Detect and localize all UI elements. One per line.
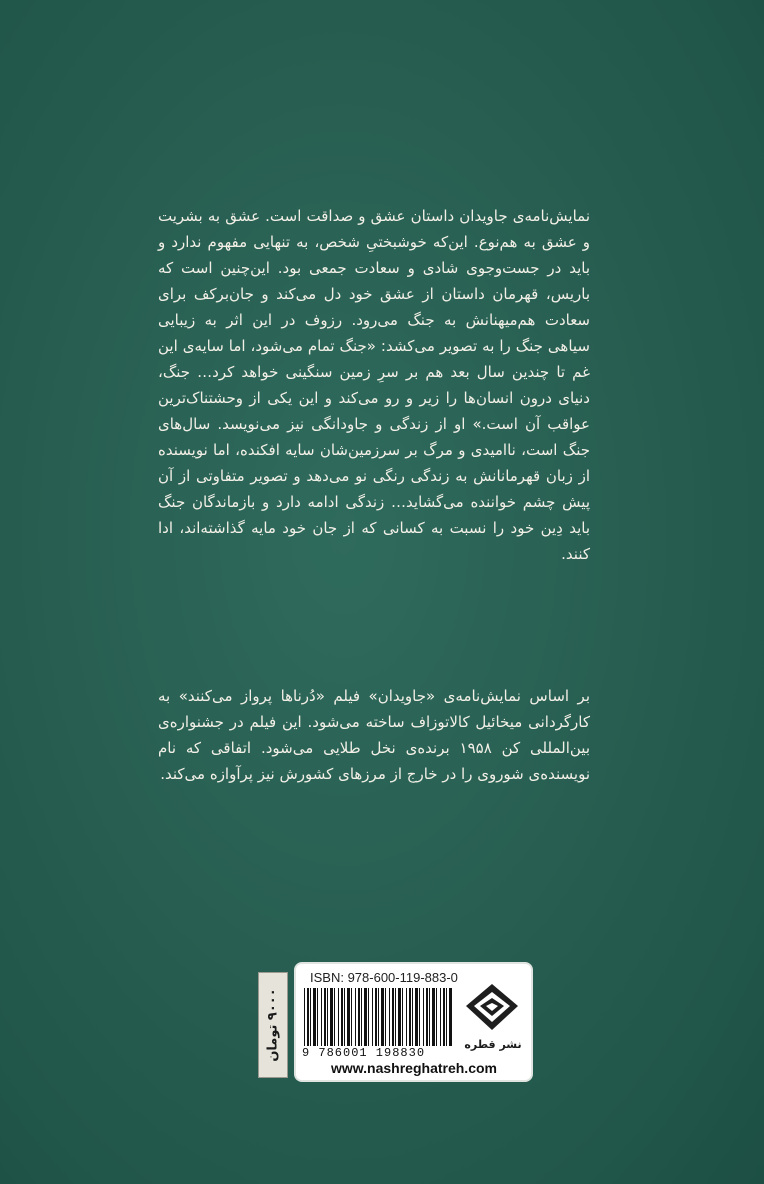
price-label: ۹۰۰۰ تومان — [265, 988, 281, 1062]
publisher-name: نشر قطره — [464, 1038, 522, 1051]
isbn-label: ISBN: 978-600-119-883-0 — [310, 970, 458, 985]
publisher-logo-icon — [464, 982, 520, 1032]
price-sticker — [258, 972, 288, 1078]
barcode-number: 9 786001 198830 — [302, 1046, 426, 1060]
barcode-bars — [304, 988, 452, 1046]
blurb-paragraph-1: نمایش‌نامه‌ی جاویدان داستان عشق و صداقت است. عشق به بشریت و عشق به هم‌نوع. این‌که خوشبختیِ شخص، به تنهایی مفهوم ندارد و باید در جست‌وجوی شادی و سعادت جمعی بود. این‌چنین است که باریس، قهرمان داستان از عشق خود دل می‌کند و جان‌برکف برای سعادت هم‌میهنانش به جنگ می‌رود. رزوف در این اثر به زیبایی سیاهی جنگ را به تصویر می‌کشد: «جنگ تمام می‌شود، اما سایه‌ی این غم تا چندین سال بعد هم بر سرِ زمین سنگینی خواهد کرد… جنگ، دنیای درون انسان‌ها را زیر و رو می‌کند و این یکی از وحشتناک‌ترین عواقب آن است.» او از زندگی و جاودانگی نیز می‌نویسد. سال‌های جنگ است، ناامیدی و مرگ بر سرزمین‌شان سایه افکنده، اما نویسنده از زبان قهرمانانش به زندگی رنگی نو می‌دهد و تصویر متفاوتی از آن پیش چشم خواننده می‌گشاید… زندگی ادامه دارد و بازماندگان جنگ باید دِین خود را نسبت به کسانی که از جان خود مایه گذاشته‌اند، ادا کنند. — [158, 207, 590, 563]
publisher-website: www.nashreghatreh.com — [331, 1060, 497, 1076]
barcode-panel — [296, 964, 531, 1080]
blurb-paragraph-2: بر اساس نمایش‌نامه‌ی «جاویدان» فیلم «دُرناها پرواز می‌کنند» به کارگردانی میخائیل کالاتوزاف ساخته می‌شود. این فیلم در جشنواره‌ی بین‌المللی کن ۱۹۵۸ برنده‌ی نخل طلایی می‌شود. اتفاقی که نام نویسنده‌ی شوروی را در خارج از مرزهای کشورش نیز پرآوازه می‌کند. — [158, 687, 591, 783]
